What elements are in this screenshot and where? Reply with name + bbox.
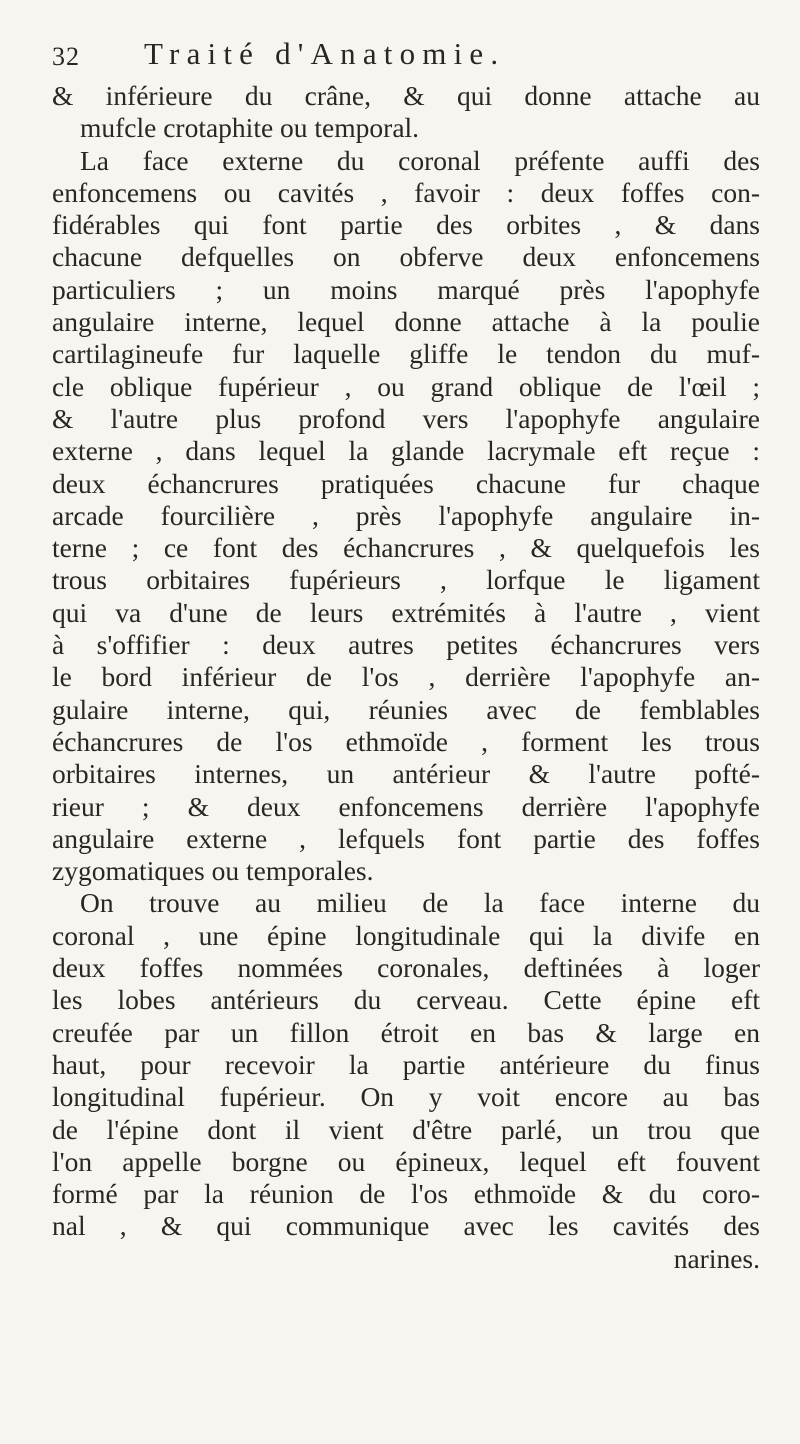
body-text bbox=[52, 80, 760, 1275]
text-line: externe , dans lequel la glande lacrymale eft reçue : bbox=[52, 435, 760, 467]
text-line: rieur ; & deux enfoncemens derrière l'apophyfe bbox=[52, 790, 760, 822]
text-line: formé par la réunion de l'os ethmoïde & du coro- bbox=[52, 1178, 760, 1210]
text-line: & inférieure du crâne, & qui donne attache au bbox=[52, 80, 760, 111]
text-line: le bord inférieur de l'os , derrière l'apophyfe an- bbox=[52, 661, 760, 693]
text-line: trous orbitaires fupérieurs , lorfque le ligament bbox=[52, 564, 760, 596]
text-line: mufcle crotaphite ou temporal. bbox=[80, 112, 420, 144]
paragraph-start-line: On trouve au milieu de la face interne du bbox=[80, 887, 760, 919]
page-header bbox=[52, 36, 752, 80]
text-line: deux échancrures pratiquées chacune fur chaque bbox=[52, 467, 760, 499]
text-line: zygomatiques ou temporales. bbox=[52, 855, 374, 887]
text-line: enfoncemens ou cavités , favoir : deux foffes con- bbox=[52, 176, 760, 208]
text-line: à s'offifier : deux autres petites échancrures vers bbox=[52, 629, 760, 661]
text-line: coronal , une épine longitudinale qui la divife en bbox=[52, 919, 760, 951]
text-line: orbitaires internes, un antérieur & l'autre pofté- bbox=[52, 758, 760, 790]
text-line: angulaire externe , lefquels font partie des foffes bbox=[52, 822, 760, 854]
text-line: nal , & qui communique avec les cavités des bbox=[52, 1210, 760, 1242]
text-line: gulaire interne, qui, réunies avec de femblables bbox=[52, 693, 760, 725]
text-line: deux foffes nommées coronales, deftinées à loger bbox=[52, 952, 760, 984]
text-line: chacune defquelles on obferve deux enfoncemens bbox=[52, 241, 760, 273]
text-line: de l'épine dont il vient d'être parlé, un trou que bbox=[52, 1113, 760, 1145]
text-line: & l'autre plus profond vers l'apophyfe angulaire bbox=[52, 402, 760, 434]
text-line: angulaire interne, lequel donne attache à la poulie bbox=[52, 306, 760, 338]
text-line: terne ; ce font des échancrures , & quelquefois les bbox=[52, 532, 760, 564]
text-line: creufée par un fillon étroit en bas & large en bbox=[52, 1016, 760, 1048]
text-line: fidérables qui font partie des orbites , & dans bbox=[52, 209, 760, 241]
text-line: cle oblique fupérieur , ou grand oblique de l'œil ; bbox=[52, 370, 760, 402]
text-line: haut, pour recevoir la partie antérieure du finus bbox=[52, 1048, 760, 1080]
page-number: 32 bbox=[52, 42, 80, 71]
text-line: l'on appelle borgne ou épineux, lequel eft fouvent bbox=[52, 1145, 760, 1177]
text-line: cartilagineufe fur laquelle gliffe le tendon du muf- bbox=[52, 338, 760, 370]
paragraph-start-line: La face externe du coronal préfente auffi des bbox=[80, 144, 760, 176]
text-line: longitudinal fupérieur. On y voit encore au bas bbox=[52, 1081, 760, 1113]
text-line: échancrures de l'os ethmoïde , forment les trous bbox=[52, 725, 760, 757]
text-line: arcade fourcilière , près l'apophyfe angulaire in- bbox=[52, 499, 760, 531]
text-line: les lobes antérieurs du cerveau. Cette épine eft bbox=[52, 984, 760, 1016]
text-line: particuliers ; un moins marqué près l'apophyfe bbox=[52, 273, 760, 305]
running-title: Traité d'Anatomie. bbox=[144, 36, 506, 71]
text-line: qui va d'une de leurs extrémités à l'autre , vient bbox=[52, 596, 760, 628]
text-line: narines. bbox=[673, 1242, 760, 1274]
